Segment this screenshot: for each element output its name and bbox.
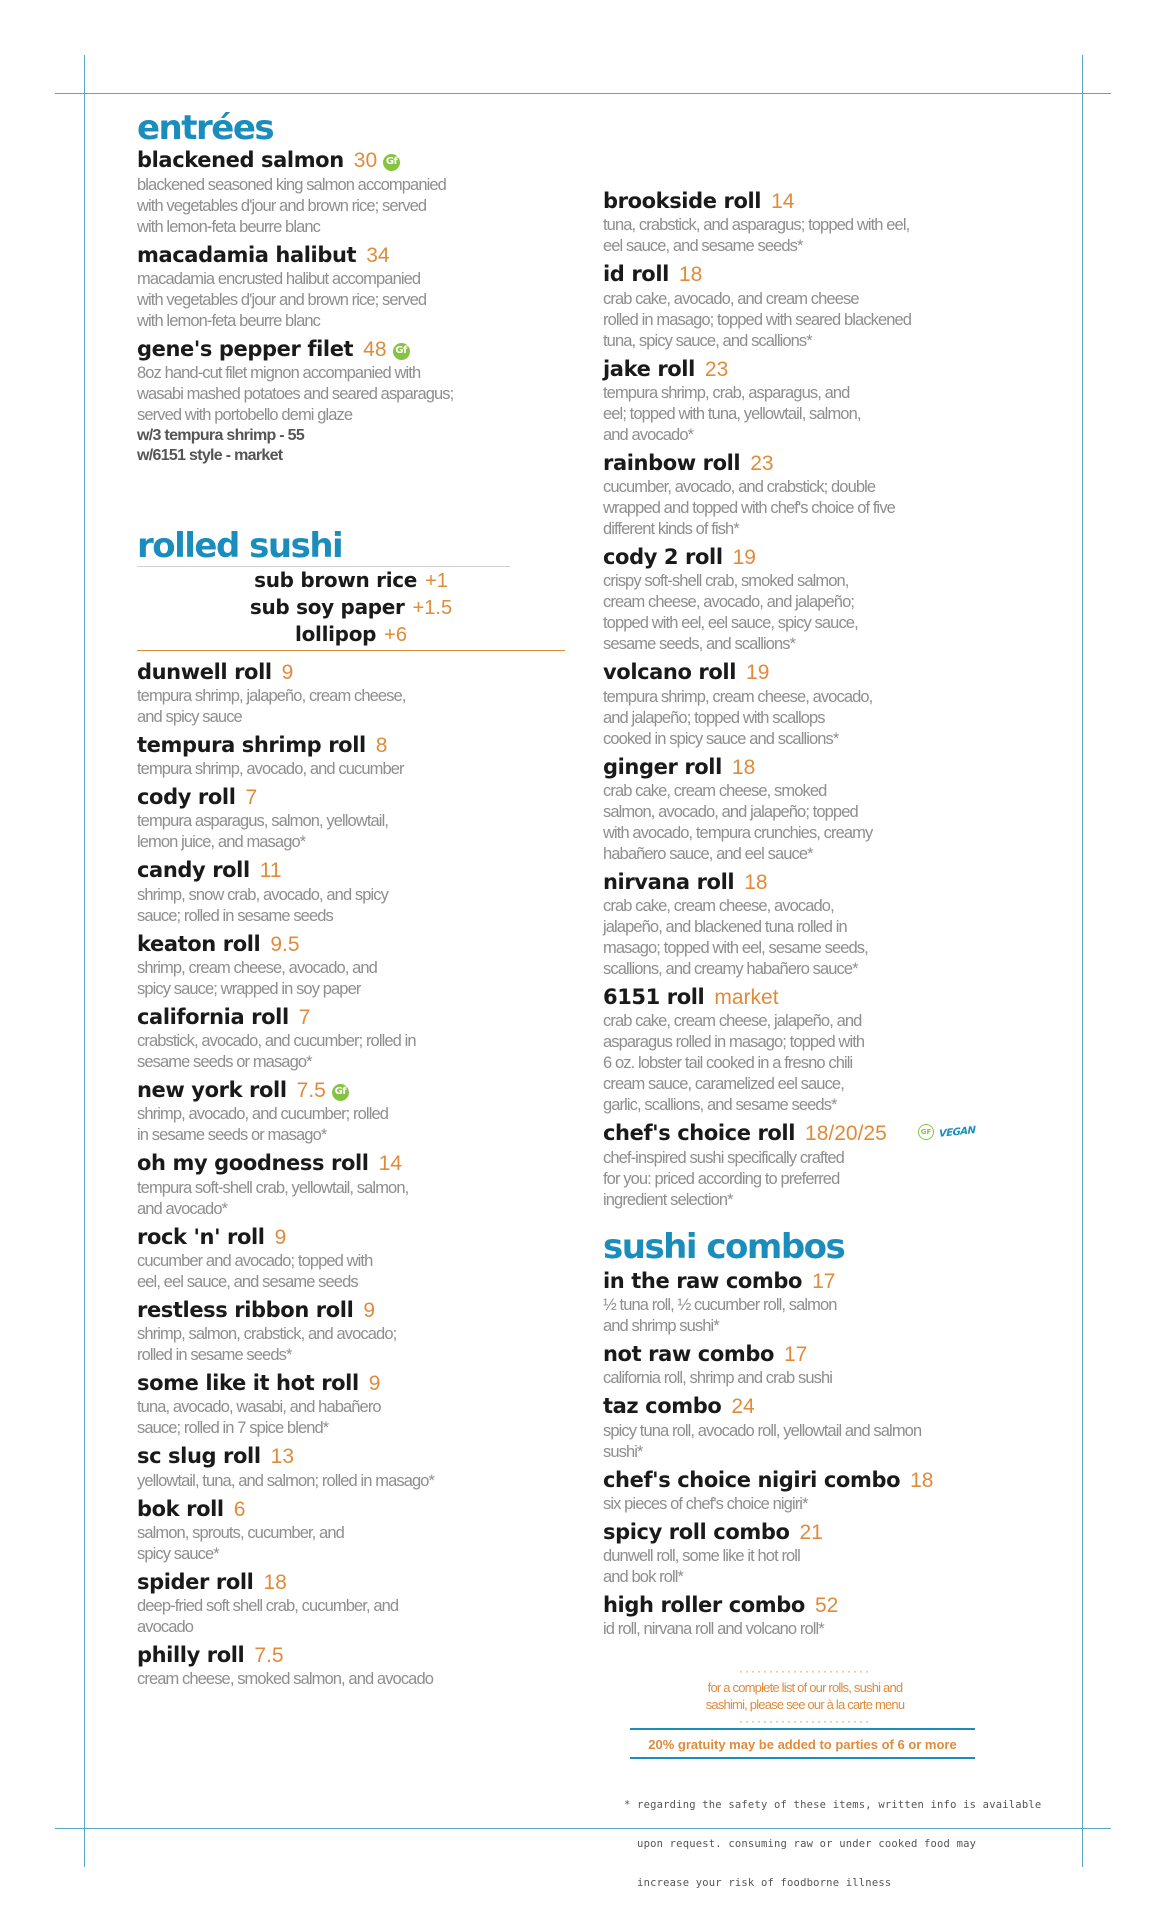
description-line: in sesame seeds or masago* — [137, 1126, 327, 1145]
menu-item-description — [137, 1251, 577, 1293]
menu-item — [137, 931, 577, 1000]
menu-item-description — [603, 571, 1023, 655]
description-line: shrimp, snow crab, avocado, and spicy — [137, 885, 389, 904]
menu-item-price: 30 — [353, 149, 378, 173]
gluten-free-icon: GF — [918, 1124, 934, 1140]
menu-item-header — [137, 732, 577, 759]
description-line: california roll, shrimp and crab sushi — [603, 1369, 832, 1388]
description-line: blackened seasoned king salmon accompanied — [137, 175, 446, 194]
menu-item — [603, 1519, 1023, 1588]
menu-item-header — [603, 261, 1023, 288]
description-line: cream cheese, avocado, and jalapeño; — [603, 593, 855, 612]
description-line: sushi* — [603, 1442, 643, 1461]
menu-item-name: 6151 roll — [603, 985, 705, 1009]
description-line: deep-fried soft shell crab, cucumber, and — [137, 1597, 399, 1616]
menu-item-description — [137, 1324, 577, 1366]
sub-option — [137, 567, 565, 594]
note-line: sashimi, please see our à la carte menu — [705, 1697, 905, 1712]
menu-item — [137, 336, 577, 466]
description-line: wrapped and topped with chef's choice of five — [603, 499, 895, 517]
menu-item-price: 7.5 — [296, 1079, 326, 1103]
description-line: cucumber and avocado; topped with — [137, 1251, 373, 1270]
menu-item-header — [137, 1370, 577, 1397]
menu-item-price: 9 — [368, 1372, 381, 1396]
menu-item-description — [137, 1178, 577, 1220]
menu-item-name: in the raw combo — [603, 1268, 803, 1293]
menu-item-price: 18 — [263, 1570, 287, 1594]
menu-item-header — [603, 450, 1023, 477]
trim-line-right — [1082, 55, 1083, 1867]
menu-item-price: 34 — [366, 243, 390, 267]
entrees-list — [137, 147, 577, 466]
menu-item-price: 19 — [746, 661, 770, 685]
menu-item-description — [603, 477, 1023, 540]
entrees-title: entrées — [137, 108, 274, 148]
menu-item-price: 7 — [298, 1005, 311, 1029]
menu-item-description — [603, 1295, 1023, 1337]
description-line: eel sauce, and sesame seeds* — [603, 237, 803, 256]
description-line: tuna, spicy sauce, and scallions* — [603, 331, 812, 350]
vegan-icon: VEGAN — [939, 1124, 976, 1140]
description-line: 8oz hand-cut filet mignon accompanied with — [137, 364, 421, 383]
description-line: lemon juice, and masago* — [137, 833, 306, 852]
menu-item-name: brookside roll — [603, 189, 762, 213]
menu-item-name: oh my goodness roll — [137, 1151, 369, 1176]
gluten-free-icon: Gf — [332, 1084, 349, 1101]
description-line: spicy sauce* — [137, 1544, 219, 1563]
description-line: topped with eel, eel sauce, spicy sauce, — [603, 614, 858, 633]
menu-item-header — [137, 1224, 577, 1251]
description-line: ingredient selection* — [603, 1190, 733, 1209]
description-line: eel, eel sauce, and sesame seeds — [137, 1272, 358, 1291]
trim-line-top — [55, 93, 1111, 94]
left-column — [137, 110, 577, 1694]
menu-item-name: tempura shrimp roll — [137, 732, 366, 757]
menu-item — [603, 544, 1023, 655]
description-line: rolled in masago; topped with seared blackened — [603, 310, 912, 329]
menu-item-name: restless ribbon roll — [137, 1297, 354, 1322]
description-line: sauce; rolled in sesame seeds — [137, 906, 333, 925]
menu-item-price: 11 — [259, 859, 282, 883]
description-line: tempura shrimp, avocado, and cucumber — [137, 760, 404, 779]
menu-item-header — [137, 1642, 577, 1669]
menu-item-header — [603, 1393, 1023, 1420]
menu-item-name: sc slug roll — [137, 1444, 261, 1469]
menu-item — [603, 869, 1023, 980]
description-line: tempura shrimp, cream cheese, avocado, — [603, 687, 873, 706]
rolled-sushi-list-right — [603, 188, 1023, 1211]
menu-item-description — [603, 1619, 1023, 1640]
menu-item-price: 18 — [744, 870, 768, 894]
description-line: for you: priced according to preferred — [603, 1169, 840, 1188]
menu-item-price: 23 — [750, 451, 774, 475]
menu-item-header — [603, 1519, 1023, 1546]
menu-item-name: ginger roll — [603, 754, 722, 779]
menu-item-header — [603, 1268, 1023, 1295]
menu-item — [137, 1443, 577, 1491]
menu-item-description — [603, 687, 1023, 750]
description-line: shrimp, salmon, crabstick, and avocado; — [137, 1325, 397, 1344]
menu-item-price: 14 — [771, 190, 795, 213]
menu-item-description — [603, 215, 1023, 257]
menu-item-header — [603, 188, 1023, 215]
menu-item-name: philly roll — [137, 1643, 245, 1668]
menu-item-header — [137, 147, 577, 174]
menu-item-description — [137, 811, 577, 853]
description-line: masago; topped with eel, sesame seeds, — [603, 939, 868, 957]
sub-option — [137, 621, 565, 648]
menu-item-name: chef's choice nigiri combo — [603, 1467, 901, 1492]
menu-item-price: 9.5 — [270, 932, 300, 956]
menu-item-description — [137, 958, 577, 1000]
description-line: habañero sauce, and eel sauce* — [603, 844, 813, 863]
menu-item-name: nirvana roll — [603, 869, 735, 894]
menu-item-header — [603, 1592, 1023, 1619]
menu-item-description — [137, 1523, 577, 1565]
description-line: and bok roll* — [603, 1568, 684, 1587]
sushi-combos-section — [603, 1226, 1023, 1641]
menu-item-description — [603, 896, 1023, 980]
disclaimer-line: * regarding the safety of these items, written info is available — [624, 1799, 1042, 1811]
description-line: sauce; rolled in 7 spice blend* — [137, 1419, 329, 1438]
menu-item-name: not raw combo — [603, 1342, 774, 1367]
menu-item-header — [603, 1467, 1023, 1494]
menu-item — [137, 1297, 577, 1366]
menu-item-name: candy roll — [137, 858, 250, 883]
menu-item-description — [137, 1471, 577, 1492]
menu-item-name: jake roll — [603, 356, 695, 381]
menu-item — [137, 1224, 577, 1293]
menu-item-name: blackened salmon — [137, 148, 344, 173]
menu-item — [603, 356, 1023, 446]
trim-line-left — [84, 55, 85, 1867]
menu-item-price: 24 — [731, 1395, 755, 1419]
menu-item-header — [137, 857, 577, 884]
menu-item-description — [137, 269, 577, 332]
sub-option-price: +1 — [425, 569, 448, 592]
menu-item-header — [603, 754, 1023, 781]
menu-item-name: rainbow roll — [603, 450, 741, 475]
note-line: for a complete list of our rolls, sushi and — [707, 1680, 903, 1695]
menu-item-name: keaton roll — [137, 931, 261, 956]
menu-item — [137, 732, 577, 780]
description-line: id roll, nirvana roll and volcano roll* — [603, 1620, 824, 1639]
sub-option-label: lollipop — [295, 621, 377, 646]
menu-item — [603, 754, 1023, 865]
menu-item-price: 14 — [378, 1152, 402, 1176]
chef-choice-badges — [918, 1124, 975, 1140]
menu-item-price: 8 — [375, 733, 388, 757]
sub-option — [137, 594, 565, 621]
menu-item-name: high roller combo — [603, 1593, 805, 1618]
description-line: six pieces of chef's choice nigiri* — [603, 1494, 808, 1513]
menu-item — [137, 857, 577, 926]
description-line: sesame seeds or masago* — [137, 1053, 312, 1072]
menu-item-header — [603, 869, 1023, 896]
description-line: garlic, scallions, and sesame seeds* — [603, 1096, 837, 1115]
menu-item-price: 9 — [281, 660, 294, 684]
menu-item-header — [137, 931, 577, 958]
description-line: salmon, avocado, and jalapeño; topped — [603, 802, 858, 821]
rolled-sushi-section — [137, 528, 577, 1690]
entrees-section — [137, 110, 577, 466]
menu-item — [603, 1268, 1023, 1337]
menu-item-description — [137, 759, 577, 780]
description-line: cream sauce, caramelized eel sauce, — [603, 1075, 844, 1094]
sub-option-label: sub brown rice — [254, 567, 418, 592]
a-la-carte-note-text — [680, 1677, 930, 1715]
description-line: crab cake, cream cheese, jalapeño, and — [603, 1012, 862, 1031]
description-line: with lemon-feta beurre blanc — [137, 311, 320, 330]
menu-item — [137, 659, 577, 728]
menu-item-price: 18 — [678, 263, 703, 287]
menu-item — [137, 1077, 577, 1146]
description-line: with avocado, tempura crunchies, creamy — [603, 823, 873, 842]
menu-item-price: 7 — [245, 786, 258, 810]
sub-option-label: sub soy paper — [249, 594, 405, 619]
menu-item — [137, 1370, 577, 1439]
description-line: scallions, and creamy habañero sauce* — [603, 960, 858, 978]
description-line: ½ tuna roll, ½ cucumber roll, salmon — [603, 1296, 837, 1315]
menu-item-description — [603, 1494, 1023, 1515]
menu-item-price: 19 — [732, 546, 756, 569]
menu-item-description — [603, 781, 1023, 865]
description-line: asparagus rolled in masago; topped with — [603, 1033, 865, 1052]
menu-item-addon: w/6151 style - market — [137, 447, 283, 465]
description-line: spicy sauce; wrapped in soy paper — [137, 979, 361, 998]
description-line: and shrimp sushi* — [603, 1317, 719, 1336]
menu-item — [603, 659, 1023, 749]
menu-item-price: 52 — [814, 1594, 839, 1618]
menu-item-description — [603, 383, 1023, 446]
menu-item-header — [137, 784, 577, 811]
description-line: crab cake, avocado, and cream cheese — [603, 289, 859, 308]
description-line: and avocado* — [137, 1199, 228, 1218]
menu-item-description — [137, 1397, 577, 1439]
menu-item-price: 18 — [731, 755, 756, 779]
menu-item — [603, 1341, 1023, 1389]
menu-item-description — [603, 1368, 1023, 1389]
menu-item-name: chef's choice roll — [603, 1121, 796, 1146]
menu-item-price: 7.5 — [254, 1644, 284, 1668]
rolled-sushi-title: rolled sushi — [137, 526, 343, 567]
description-line: tempura soft-shell crab, yellowtail, salmon, — [137, 1178, 409, 1197]
dotted-divider: ······················ — [739, 1664, 871, 1678]
food-safety-disclaimer — [624, 1773, 1042, 1903]
menu-item — [137, 1150, 577, 1219]
menu-item-name: cody roll — [137, 785, 236, 810]
menu-item-header — [137, 1150, 577, 1177]
menu-item-name: taz combo — [603, 1394, 722, 1419]
description-line: yellowtail, tuna, and salmon; rolled in masago* — [137, 1471, 435, 1490]
menu-item-name: spider roll — [137, 1569, 254, 1594]
menu-item-description — [603, 289, 1023, 352]
description-line: shrimp, avocado, and cucumber; rolled — [137, 1105, 389, 1124]
description-line: avocado — [137, 1618, 194, 1637]
gluten-free-icon: Gf — [393, 343, 410, 360]
menu-item-price: 21 — [799, 1520, 823, 1544]
description-line: tempura asparagus, salmon, yellowtail, — [137, 812, 389, 831]
disclaimer-line: upon request. consuming raw or under cooked food may — [624, 1838, 977, 1850]
description-line: cooked in spicy sauce and scallions* — [603, 729, 839, 748]
description-line: with vegetables d'jour and brown rice; served — [137, 196, 427, 215]
menu-item — [603, 450, 1023, 540]
menu-item-name: spicy roll combo — [603, 1519, 790, 1544]
description-line: and avocado* — [603, 425, 694, 444]
menu-item-description — [137, 175, 577, 238]
menu-item — [603, 1592, 1023, 1640]
menu-item-header — [603, 544, 1023, 571]
description-line: cream cheese, smoked salmon, and avocado — [137, 1670, 434, 1689]
menu-item-price: 6 — [233, 1497, 246, 1521]
description-line: tempura shrimp, crab, asparagus, and — [603, 383, 850, 402]
menu-item-name: bok roll — [137, 1496, 224, 1521]
menu-item-header — [137, 1004, 577, 1031]
menu-item-name: california roll — [137, 1004, 289, 1029]
menu-item-name: cody 2 roll — [603, 545, 723, 569]
menu-item — [137, 1642, 577, 1690]
description-line: and spicy sauce — [137, 707, 242, 726]
menu-item-description — [137, 686, 577, 728]
menu-item-header — [137, 1569, 577, 1596]
menu-item-price: 9 — [274, 1225, 287, 1249]
sushi-combos-list — [603, 1268, 1023, 1641]
description-line: tuna, crabstick, and asparagus; topped with eel, — [603, 216, 910, 235]
sub-option-price: +6 — [384, 623, 407, 646]
menu-item — [137, 784, 577, 853]
menu-item-description — [603, 1011, 1023, 1116]
description-line: eel; topped with tuna, yellowtail, salmon, — [603, 404, 861, 423]
menu-item-addon: w/3 tempura shrimp - 55 — [137, 427, 305, 445]
menu-item-description — [137, 1669, 577, 1690]
rolled-sushi-header — [137, 528, 510, 566]
sub-option-price: +1.5 — [412, 596, 453, 619]
description-line: salmon, sprouts, cucumber, and — [137, 1523, 344, 1542]
description-line: wasabi mashed potatoes and seared asparagus; — [137, 385, 454, 404]
description-line: cucumber, avocado, and crabstick; double — [603, 478, 876, 496]
menu-item-header — [137, 1077, 577, 1104]
menu-item-header — [137, 1297, 577, 1324]
description-line: shrimp, cream cheese, avocado, and — [137, 958, 377, 977]
menu-item-description — [603, 1546, 1023, 1588]
description-line: and jalapeño; topped with scallops — [603, 708, 825, 727]
disclaimer-line: increase your risk of foodborne illness — [624, 1877, 892, 1889]
description-line: crab cake, cream cheese, smoked — [603, 781, 827, 800]
menu-item-price: 13 — [270, 1445, 294, 1469]
description-line: sesame seeds, and scallions* — [603, 635, 796, 654]
menu-item-header — [603, 356, 1023, 383]
description-line: different kinds of fish* — [603, 520, 739, 538]
menu-item-header — [603, 1341, 1023, 1368]
menu-item-description — [137, 1031, 577, 1073]
menu-item-price: 17 — [812, 1269, 836, 1293]
menu-item-price: 18 — [910, 1468, 934, 1492]
menu-item-header — [137, 1496, 577, 1523]
description-line: dunwell roll, some like it hot roll — [603, 1547, 800, 1566]
description-line: tempura shrimp, jalapeño, cream cheese, — [137, 686, 406, 705]
menu-item-name: new york roll — [137, 1078, 287, 1103]
menu-item-name: some like it hot roll — [137, 1371, 359, 1396]
menu-item-name: rock 'n' roll — [137, 1224, 265, 1249]
menu-item-name: volcano roll — [603, 660, 737, 685]
menu-item — [603, 984, 1023, 1116]
menu-item-description — [137, 1104, 577, 1146]
description-line: with lemon-feta beurre blanc — [137, 217, 320, 236]
menu-item-name: id roll — [603, 262, 669, 287]
description-line: rolled in sesame seeds* — [137, 1346, 292, 1365]
menu-item-header — [603, 984, 1023, 1011]
menu-item — [137, 1496, 577, 1565]
menu-item-price: 23 — [704, 357, 729, 381]
menu-item-price: 17 — [783, 1343, 808, 1367]
description-line: 6 oz. lobster tail cooked in a fresno chili — [603, 1054, 853, 1073]
substitution-options — [137, 567, 565, 651]
description-line: crabstick, avocado, and cucumber; rolled in — [137, 1032, 416, 1051]
sushi-combos-header — [603, 1226, 1023, 1267]
menu-item-name: macadamia halibut — [137, 242, 357, 267]
sushi-combos-title: sushi combos — [603, 1226, 845, 1267]
menu-item — [137, 147, 577, 237]
description-line: served with portobello demi glaze — [137, 406, 353, 425]
description-line: crispy soft-shell crab, smoked salmon, — [603, 572, 849, 591]
menu-item — [137, 242, 577, 332]
dotted-divider: ······················ — [739, 1714, 871, 1728]
menu-item-description — [137, 885, 577, 927]
description-line: jalapeño, and blackened tuna rolled in — [603, 918, 847, 936]
menu-item — [603, 1393, 1023, 1462]
menu-item-price: 9 — [363, 1298, 376, 1322]
right-column — [603, 188, 1023, 1644]
menu-item-name: dunwell roll — [137, 659, 272, 684]
description-line: crab cake, cream cheese, avocado, — [603, 897, 834, 915]
menu-item-header — [137, 659, 577, 686]
menu-item-description — [137, 1596, 577, 1638]
menu-item — [603, 1467, 1023, 1515]
menu-item-description — [603, 1148, 1023, 1211]
rolled-sushi-list-left — [137, 659, 577, 1691]
menu-item — [603, 261, 1023, 351]
gratuity-notice: 20% gratuity may be added to parties of 6 or more — [630, 1728, 975, 1759]
menu-item-description — [137, 363, 577, 426]
a-la-carte-note — [680, 1665, 930, 1727]
description-line: with vegetables d'jour and brown rice; served — [137, 290, 427, 309]
description-line: tuna, avocado, wasabi, and habañero — [137, 1398, 381, 1417]
menu-item-header — [603, 659, 1023, 686]
menu-item — [137, 1004, 577, 1073]
menu-item-header — [137, 242, 577, 269]
description-line: macadamia encrusted halibut accompanied — [137, 269, 421, 288]
menu-item-header — [137, 336, 577, 363]
menu-item-price: 48 — [363, 337, 387, 361]
menu-item-name: gene's pepper filet — [137, 336, 354, 361]
menu-item-price: 18/20/25 — [805, 1122, 887, 1146]
menu-item-price: market — [714, 986, 779, 1009]
menu-item — [137, 1569, 577, 1638]
description-line: spicy tuna roll, avocado roll, yellowtail and salmon — [603, 1421, 922, 1440]
menu-item-description — [603, 1421, 1023, 1463]
gluten-free-icon: Gf — [383, 154, 400, 171]
menu-item — [603, 188, 1023, 257]
menu-item-header — [137, 1443, 577, 1470]
description-line: chef-inspired sushi specifically crafted — [603, 1148, 844, 1167]
